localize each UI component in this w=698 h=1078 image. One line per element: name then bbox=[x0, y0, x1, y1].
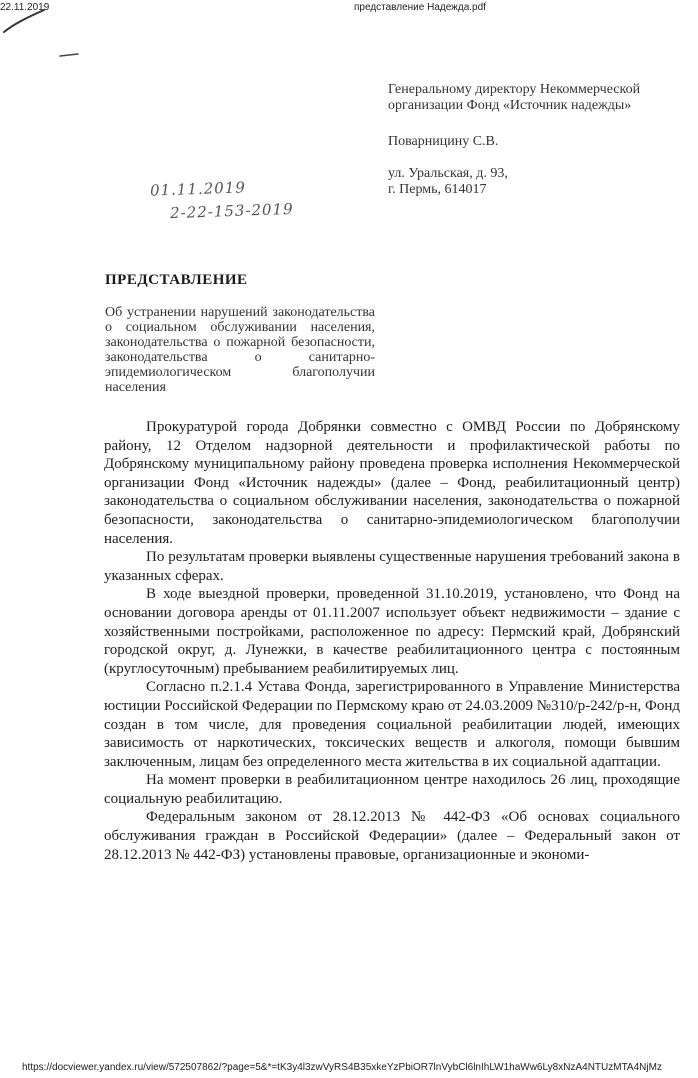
body-paragraph: Прокуратурой города Добрянки совместно с ОМВД России по Добрянскому району, 12 Отделом надзорной деятельности и профилактической работы по Добрянскому муниципальному району проведена проверка исполнения Некоммерческой организации Фонд «Источник надежды» (далее – Фонд, реабилитационный центр) законодательства о социальном обслуживании населения, законодательства о пожарной безопасности, законодательства о санитарно-эпидемиологическом благополучии населения. bbox=[104, 419, 680, 547]
addressee-city: г. Пермь, 614017 bbox=[388, 182, 487, 197]
body-paragraph: По результатам проверки выявлены существенные нарушения требований закона в указанных сферах. bbox=[104, 549, 680, 584]
body-paragraph: В ходе выездной проверки, проведенной 31.10.2019, установлено, что Фонд на основании договора аренды от 01.11.2007 использует объект недвижимости – здание с хозяйственными постройками, расположенное по адресу: Пермский край, Добрянский городской округ, д. Лунежки, в качестве реабилитационного центра с постоянным (круглосуточным) пребыванием реабилитируемых лиц. bbox=[104, 586, 680, 677]
body-paragraph: На момент проверки в реабилитационном центре находилось 26 лиц, проходящие социальную реабилитацию. bbox=[104, 772, 680, 807]
pen-stroke-mark bbox=[0, 6, 48, 36]
document-subject: Об устранении нарушений законодательства о социальном обслуживании населения, законодательства о пожарной безопасности, законодательства о санитарно-эпидемиологическом благополучии населения bbox=[105, 305, 375, 395]
print-document-title: представление Надежда.pdf bbox=[354, 2, 486, 13]
body-paragraph: Федеральным законом от 28.12.2013 № 442-ФЗ «Об основах социального обслуживания граждан в Российской Федерации» (далее – Федеральный закон от 28.12.2013 № 442-ФЗ) установлены правовые, организационные и экономи- bbox=[104, 809, 680, 863]
handwritten-date: 01.11.2019 bbox=[149, 178, 247, 200]
print-date: 22.11.2019 bbox=[0, 2, 50, 13]
document-body bbox=[104, 418, 680, 864]
addressee-name: Поварницину С.В. bbox=[388, 134, 499, 149]
pen-dash-mark bbox=[58, 48, 82, 62]
body-paragraph: Согласно п.2.1.4 Устава Фонда, зарегистрированного в Управление Министерства юстиции Российской Федерации по Пермскому краю от 24.03.2009 №310/р-242/р-н, Фонд создан в том числе, для проведения социальной реабилитации людей, имеющих зависимость от наркотических, токсических веществ и алкоголя, помощи бывшим заключенным, лицам без определенного места жительства в их социальной адаптации. bbox=[104, 679, 680, 770]
addressee-organization: Генеральному директору Некоммерческой организации Фонд «Источник надежды» bbox=[388, 82, 641, 113]
document-title: ПРЕДСТАВЛЕНИЕ bbox=[105, 272, 248, 288]
source-url: https://docviewer.yandex.ru/view/572507862/?page=5&*=tK3y4l3zwVyRS4B35xkeYzPbiOR7lnVybCl6lnIhLW1haWw6Ly8xNzA4NTUzMTA4NjMz bbox=[22, 1062, 662, 1073]
handwritten-registration-number: 2-22-153-2019 bbox=[169, 199, 294, 223]
addressee-street: ул. Уральская, д. 93, bbox=[388, 166, 508, 181]
addressee-address bbox=[388, 166, 688, 198]
